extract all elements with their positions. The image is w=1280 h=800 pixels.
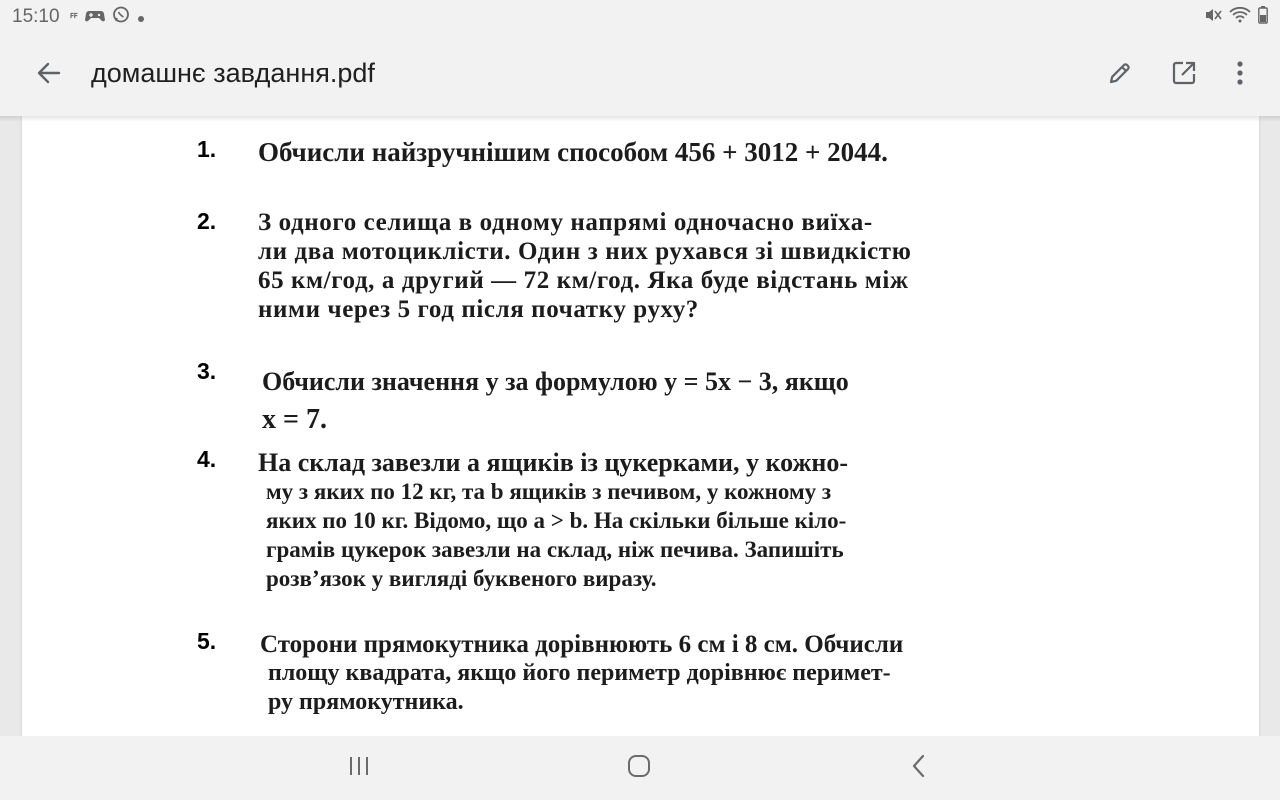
task-line: x = 7. [262,404,327,435]
more-vert-icon [1236,60,1244,90]
pdf-page [22,116,1259,736]
app-bar [0,34,1280,116]
navigation-bar [0,736,1280,800]
wifi-icon [1229,7,1251,27]
arrow-back-icon [36,60,62,90]
recents-button[interactable] [329,750,389,786]
status-time: 15:10 [12,6,60,27]
open-external-icon [1171,60,1197,90]
document-title: домашнє завдання.pdf [91,58,375,88]
gamepad-icon [85,8,105,27]
task-5-text [260,630,903,717]
task-4-text [258,448,848,593]
task-line: грамів цукерок завезли на склад, ніж печива. Запишіть [266,537,844,562]
task-line: Обчисли значення y за формулою y = 5x − 3, якщо [262,367,849,396]
task-line: ру прямокутника. [268,689,464,715]
recents-icon [348,755,370,781]
home-button[interactable] [609,750,669,786]
task-line: яких по 10 кг. Відомо, що a > b. На скільки більше кіло- [266,508,847,533]
back-button[interactable] [30,56,68,94]
task-line: З одного селища в одному напрямі одночасно виїха- [258,209,873,236]
task-line: площу квадрата, якщо його периметр дорівнює перимет- [268,660,891,686]
status-right-icons [1204,6,1268,28]
appbar-shadow [0,116,1280,122]
more-options-button[interactable] [1219,54,1261,96]
open-with-button[interactable] [1163,54,1205,96]
battery-icon [1258,6,1268,28]
task-line: ли два мотоциклісти. Один з них рухався зі швидкістю [258,238,912,265]
task-1-number: 1. [197,136,217,162]
mute-icon [1204,7,1222,27]
task-line: 65 км/год, а другий — 72 км/год. Яка буде відстань між [258,267,909,294]
viber-icon [112,6,130,28]
task-4-number: 4. [197,446,217,472]
task-line: На склад завезли a ящиків із цукерками, у кожно- [258,448,849,477]
task-2-number: 2. [197,208,217,234]
edit-button[interactable] [1099,54,1141,96]
task-3-text [262,362,849,438]
task-1-text [258,138,888,167]
notification-dot-icon [137,8,145,27]
back-nav-icon [911,753,927,783]
task-line: розв’язок у вигляді буквеного виразу. [266,566,657,591]
pdf-viewer[interactable] [0,116,1280,736]
task-line: Обчисли найзручнішим способом 456 + 3012 + 2044. [258,137,888,167]
home-icon [627,754,651,782]
status-bar [0,0,1280,34]
edit-pencil-icon [1107,60,1133,90]
task-5-number: 5. [197,628,217,654]
task-2-text [258,208,911,324]
ff-app-icon: ꟳꟳ [70,11,78,24]
task-line: ними через 5 год після початку руху? [258,296,699,323]
task-line: Сторони прямокутника дорівнюють 6 см і 8 см. Обчисли [260,631,904,658]
status-left-icons [70,6,145,28]
back-nav-button[interactable] [889,750,949,786]
task-line: му з яких по 12 кг, та b ящиків з печивом, у кожному з [266,479,832,504]
task-3-number: 3. [197,358,217,384]
